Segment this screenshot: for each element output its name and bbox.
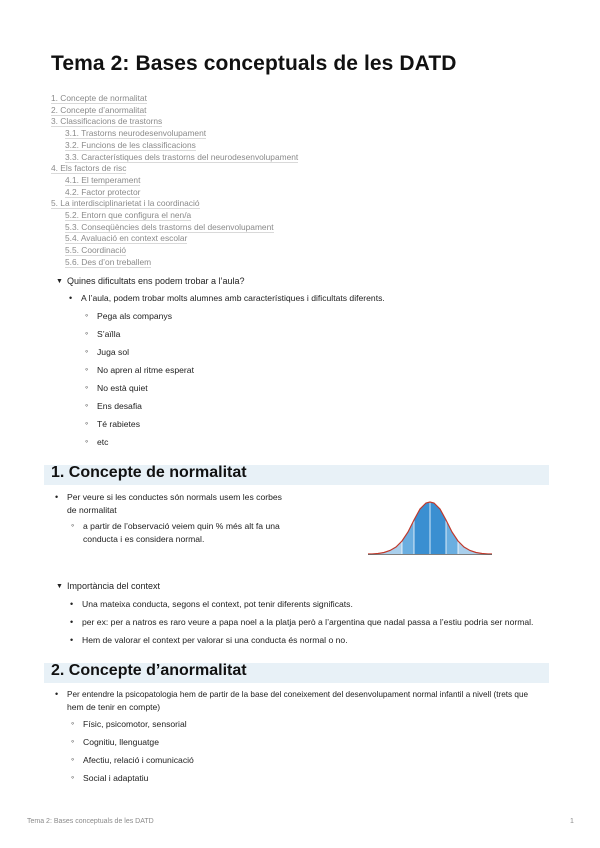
toc-item — [51, 187, 298, 199]
sub-list-item: ◦ No està quiet — [85, 382, 148, 393]
toc-link[interactable]: 3. Classificacions de trastorns — [51, 116, 163, 127]
footer-page-number: 1 — [570, 818, 574, 825]
toc-item — [51, 163, 298, 175]
toc-item — [51, 140, 298, 152]
toc-item — [51, 198, 298, 210]
circle-bullet-icon: ◦ — [85, 346, 89, 356]
toc-link[interactable]: 5.6. Des d’on treballem — [65, 256, 152, 267]
sub-list-item: ◦ Cognitiu, llenguatge — [71, 736, 159, 747]
toc-link[interactable]: 4.2. Factor protector — [65, 186, 141, 197]
toc-item — [51, 128, 298, 140]
toc-item — [51, 222, 298, 234]
toc-link[interactable]: 1. Concepte de normalitat — [51, 93, 147, 103]
sub-list-item: ◦ Ens desafia — [85, 400, 142, 411]
toggle-title: Importància del context — [66, 581, 160, 591]
sub-list-item: ◦ S’aïlla — [85, 328, 121, 339]
bullet-dot-icon: • — [70, 635, 74, 645]
circle-bullet-icon: ◦ — [71, 718, 75, 728]
circle-bullet-icon: ◦ — [85, 382, 89, 392]
sub-list-item: ◦ etc — [85, 436, 109, 447]
bullet-dot-icon: • — [69, 293, 73, 303]
toggle-dificultats[interactable] — [56, 276, 245, 286]
circle-bullet-icon: ◦ — [85, 364, 89, 374]
toc-link[interactable]: 4. Els factors de risc — [51, 163, 127, 174]
toc-item — [51, 210, 298, 222]
triangle-down-icon[interactable]: ▼ — [56, 277, 63, 285]
sub-list-item: ◦ Afectiu, relació i comunicació — [71, 754, 194, 765]
sub-list-item: ◦ Social i adaptatiu — [71, 772, 149, 783]
toc-link[interactable]: 5.5. Coordinació — [65, 245, 126, 256]
bullet-item: • per ex: per a natros es raro veure a papa noel a la platja però a l’argentina que nadal passa a l’estiu podria ser normal. — [70, 617, 534, 627]
bullet-dot-icon: • — [55, 689, 59, 699]
toc-item — [51, 245, 298, 257]
sub-list-item: ◦ Juga sol — [85, 346, 130, 357]
circle-bullet-icon: ◦ — [71, 736, 75, 746]
toc-link[interactable]: 2. Concepte d’anormalitat — [51, 104, 147, 115]
page-title: Tema 2: Bases conceptuals de les DATD — [51, 52, 457, 75]
normal-distribution-curve-icon — [368, 498, 492, 556]
table-of-contents — [51, 93, 298, 269]
sub-list-item: ◦ No apren al ritme esperat — [85, 364, 194, 375]
bullet-dot-icon: • — [70, 599, 74, 609]
section-heading-anormalitat: 2. Concepte d’anormalitat — [44, 663, 549, 683]
circle-bullet-icon: ◦ — [85, 328, 89, 338]
circle-bullet-icon: ◦ — [85, 418, 89, 428]
circle-bullet-icon: ◦ — [85, 400, 89, 410]
toc-link[interactable]: 5.2. Entorn que configura el nen/a — [65, 210, 192, 221]
toc-link[interactable]: 4.1. El temperament — [65, 174, 141, 185]
toc-item — [51, 105, 298, 117]
circle-bullet-icon: ◦ — [71, 520, 75, 530]
circle-bullet-icon: ◦ — [71, 754, 75, 764]
toc-item — [51, 116, 298, 128]
bullet-item: • Una mateixa conducta, segons el context, pot tenir diferents significats. — [70, 599, 353, 609]
sub-list-item: ◦ Físic, psicomotor, sensorial — [71, 718, 187, 729]
circle-bullet-icon: ◦ — [71, 772, 75, 782]
toc-link[interactable]: 3.3. Característiques dels trastorns del neurodesenvolupament — [65, 151, 299, 162]
toc-link[interactable]: 3.2. Funcions de les classificacions — [65, 139, 196, 150]
toc-link[interactable]: 5.3. Conseqüències dels trastorns del desenvolupament — [65, 221, 274, 232]
toggle-title: Quines dificultats ens podem trobar a l’aula? — [66, 276, 245, 286]
circle-bullet-icon: ◦ — [85, 436, 89, 446]
sub-list-item: ◦ a partir de l’observació veiem quin % més alt fa una conducta i es considera normal. — [71, 520, 280, 544]
toc-link[interactable]: 5. La interdisciplinarietat i la coordinació — [51, 198, 200, 209]
sub-list-item: ◦ Té rabietes — [85, 418, 140, 429]
sub-list-item: ◦ Pega als companys — [85, 310, 172, 321]
bullet-item: • Per veure si les conductes són normals usem les corbes de normalitat — [55, 492, 282, 515]
toc-link[interactable]: 5.4. Avaluació en context escolar — [65, 233, 188, 244]
toc-link[interactable]: 3.1. Trastorns neurodesenvolupament — [65, 128, 207, 139]
bullet-item: • Per entendre la psicopatologia hem de partir de la base del coneixement del desenvolupament normal infantil a nivell (trets que hem de tenir en compte) — [55, 689, 529, 712]
footer-title: Tema 2: Bases conceptuals de les DATD — [27, 818, 154, 825]
section-heading-normalitat: 1. Concepte de normalitat — [44, 465, 549, 485]
toc-item — [51, 152, 298, 164]
toc-item — [51, 257, 298, 269]
toc-item — [51, 93, 298, 105]
toc-item — [51, 175, 298, 187]
bullet-dot-icon: • — [70, 617, 74, 627]
triangle-down-icon[interactable]: ▼ — [56, 582, 63, 590]
bullet-item: • Hem de valorar el context per valorar si una conducta és normal o no. — [70, 635, 348, 645]
circle-bullet-icon: ◦ — [85, 310, 89, 320]
bullet-dot-icon: • — [55, 492, 59, 502]
bullet-item: • A l’aula, podem trobar molts alumnes amb característiques i dificultats diferents. — [69, 293, 385, 303]
toc-item — [51, 233, 298, 245]
toggle-importancia-context[interactable] — [56, 581, 160, 591]
